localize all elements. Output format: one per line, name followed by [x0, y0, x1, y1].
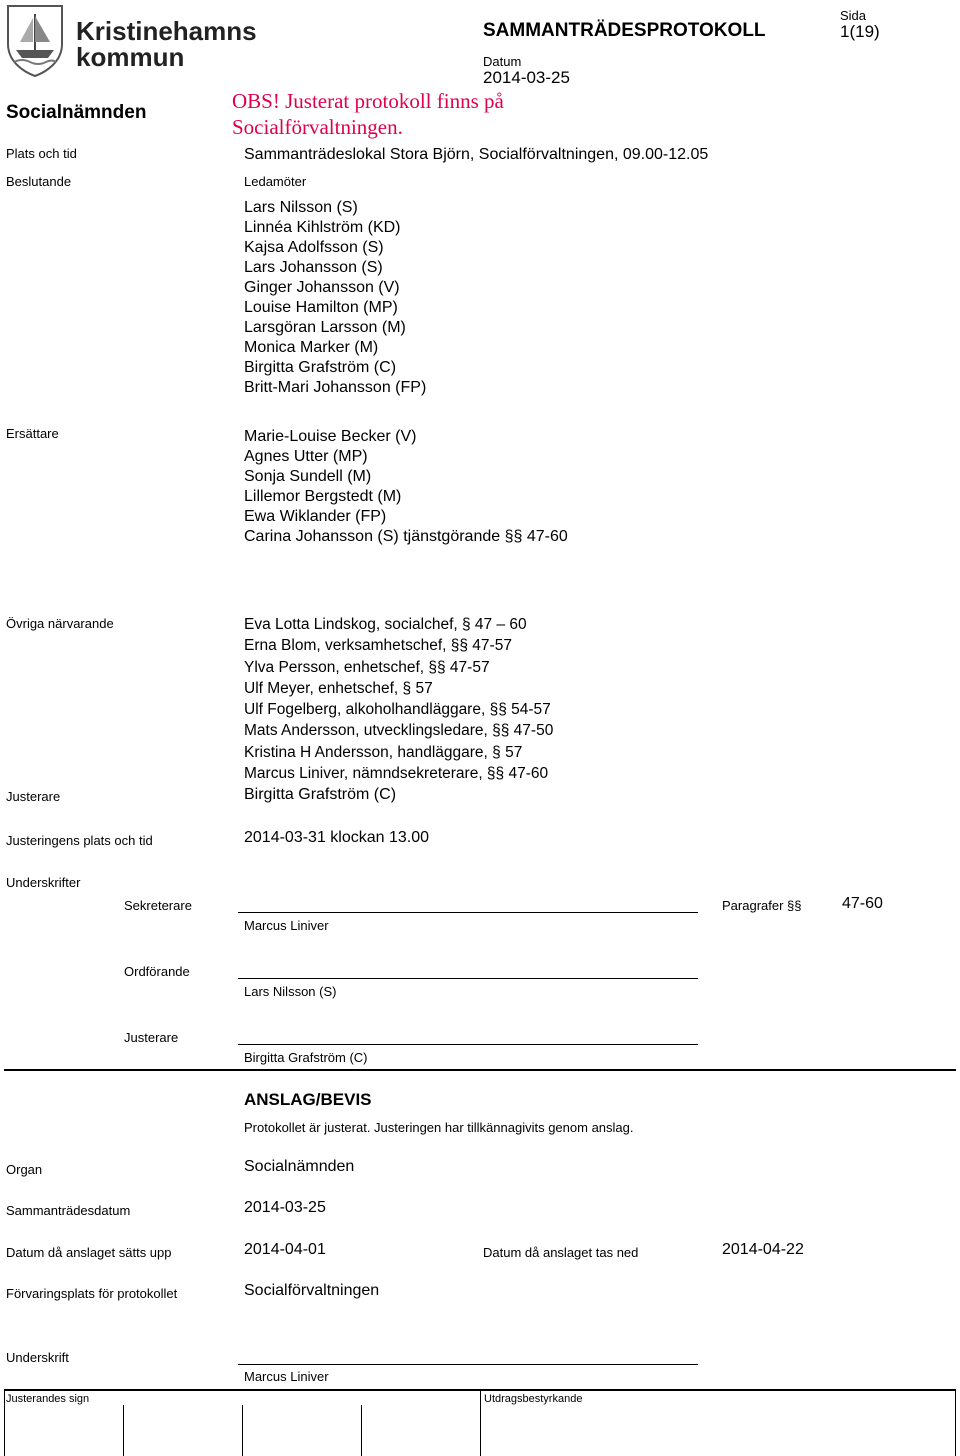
anslag-signature-label: Underskrift [6, 1350, 69, 1365]
others-item: Ylva Persson, enhetschef, §§ 47-57 [244, 658, 490, 676]
justified-notice-line2: Socialförvaltningen. [232, 115, 403, 139]
adjuster-sign-label: Justerandes sign [6, 1393, 90, 1405]
page-number: 1(19) [840, 22, 880, 41]
certification-label: Utdragsbestyrkande [484, 1393, 583, 1405]
place-value: Sammanträdeslokal Stora Björn, Socialförvaltningen, 09.00-12.05 [244, 146, 709, 163]
substitute-item: Carina Johansson (S) tjänstgörande §§ 47-60 [244, 528, 568, 545]
secretary-label: Sekreterare [124, 898, 192, 913]
committee-name: Socialnämnden [6, 102, 147, 123]
member-item: Lars Johansson (S) [244, 259, 383, 276]
adjuster-value: Birgitta Grafström (C) [244, 786, 397, 803]
others-item: Mats Andersson, utvecklingsledare, §§ 47-50 [244, 722, 554, 740]
others-item: Erna Blom, verksamhetschef, §§ 47-57 [244, 637, 512, 655]
municipality-logo [6, 4, 64, 78]
member-item: Monica Marker (M) [244, 339, 379, 356]
adjuster-label: Justerare [6, 789, 61, 804]
anslag-divider [4, 1069, 956, 1071]
substitute-item: Sonja Sundell (M) [244, 468, 372, 485]
substitute-item: Lillemor Bergstedt (M) [244, 488, 402, 505]
others-item: Marcus Liniver, nämndsekreterare, §§ 47-60 [244, 765, 549, 783]
member-item: Britt-Mari Johansson (FP) [244, 379, 427, 396]
member-item: Louise Hamilton (MP) [244, 299, 398, 316]
substitute-item: Ewa Wiklander (FP) [244, 508, 387, 525]
others-item: Ulf Fogelberg, alkoholhandläggare, §§ 54-57 [244, 701, 551, 719]
storage-value: Socialförvaltningen [244, 1282, 380, 1299]
justified-notice [232, 88, 504, 140]
footer-box-line [361, 1405, 362, 1456]
member-item: Ginger Johansson (V) [244, 279, 400, 296]
meeting-date-label: Sammanträdesdatum [6, 1203, 131, 1218]
others-item: Kristina H Andersson, handläggare, § 57 [244, 743, 523, 761]
anslag-statement: Protokollet är justerat. Justeringen har tillkännagivits genom anslag. [244, 1120, 634, 1135]
others-list [244, 614, 553, 784]
posted-value: 2014-04-01 [244, 1241, 326, 1258]
organ-value: Socialnämnden [244, 1158, 355, 1175]
secretary-name: Marcus Liniver [244, 918, 329, 933]
signature-adjuster-label: Justerare [124, 1030, 179, 1045]
anslag-signature-line [238, 1364, 698, 1365]
page-label: Sida [840, 8, 867, 23]
storage-label: Förvaringsplats för protokollet [6, 1286, 178, 1301]
members-list [244, 198, 426, 398]
footer-box-line [480, 1389, 481, 1456]
chair-label: Ordförande [124, 964, 190, 979]
substitutes-list [244, 427, 568, 547]
footer-box-line [955, 1389, 956, 1456]
justified-notice-line1: OBS! Justerat protokoll finns på [232, 89, 504, 113]
chair-name: Lars Nilsson (S) [244, 984, 337, 999]
substitute-item: Agnes Utter (MP) [244, 448, 368, 465]
removed-label: Datum då anslaget tas ned [483, 1245, 639, 1260]
municipality-name-line1: Kristinehamns [76, 16, 257, 46]
paragraphs-value: 47-60 [842, 895, 883, 912]
others-item: Ulf Meyer, enhetschef, § 57 [244, 679, 433, 697]
secretary-signature-line [238, 912, 698, 913]
member-item: Kajsa Adolfsson (S) [244, 239, 384, 256]
adjuster-signature-line [238, 1044, 698, 1045]
removed-value: 2014-04-22 [722, 1241, 804, 1258]
others-label: Övriga närvarande [6, 616, 114, 631]
posted-label: Datum då anslaget sätts upp [6, 1245, 172, 1260]
deciding-label: Beslutande [6, 174, 72, 189]
others-item: Eva Lotta Lindskog, socialchef, § 47 – 60 [244, 616, 527, 633]
organ-label: Organ [6, 1162, 43, 1177]
place-label: Plats och tid [6, 146, 77, 161]
member-item: Larsgöran Larsson (M) [244, 319, 406, 336]
adjust-place-value: 2014-03-31 klockan 13.00 [244, 829, 430, 846]
substitutes-label: Ersättare [6, 426, 59, 441]
member-item: Linnéa Kihlström (KD) [244, 219, 401, 236]
member-item: Birgitta Grafström (C) [244, 359, 397, 376]
anslag-title: ANSLAG/BEVIS [244, 1090, 372, 1109]
signatures-label: Underskrifter [6, 875, 81, 890]
document-title: SAMMANTRÄDESPROTOKOLL [483, 20, 766, 41]
signature-adjuster-name: Birgitta Grafström (C) [244, 1050, 368, 1065]
meeting-date-value: 2014-03-25 [244, 1199, 326, 1216]
members-sublabel: Ledamöter [244, 174, 307, 189]
footer-box-line [242, 1405, 243, 1456]
municipality-name-line2: kommun [76, 42, 185, 72]
substitute-item: Marie-Louise Becker (V) [244, 428, 417, 445]
footer-box-line [123, 1405, 124, 1456]
chair-signature-line [238, 978, 698, 979]
date-label: Datum [483, 54, 522, 69]
municipality-name [76, 18, 257, 70]
document-date: 2014-03-25 [483, 68, 570, 87]
paragraphs-label: Paragrafer §§ [722, 898, 802, 913]
footer-box-line [4, 1389, 5, 1456]
adjust-place-label: Justeringens plats och tid [6, 833, 153, 848]
ship-shield-icon [6, 4, 64, 78]
anslag-signature-name: Marcus Liniver [244, 1369, 329, 1384]
member-item: Lars Nilsson (S) [244, 199, 358, 216]
